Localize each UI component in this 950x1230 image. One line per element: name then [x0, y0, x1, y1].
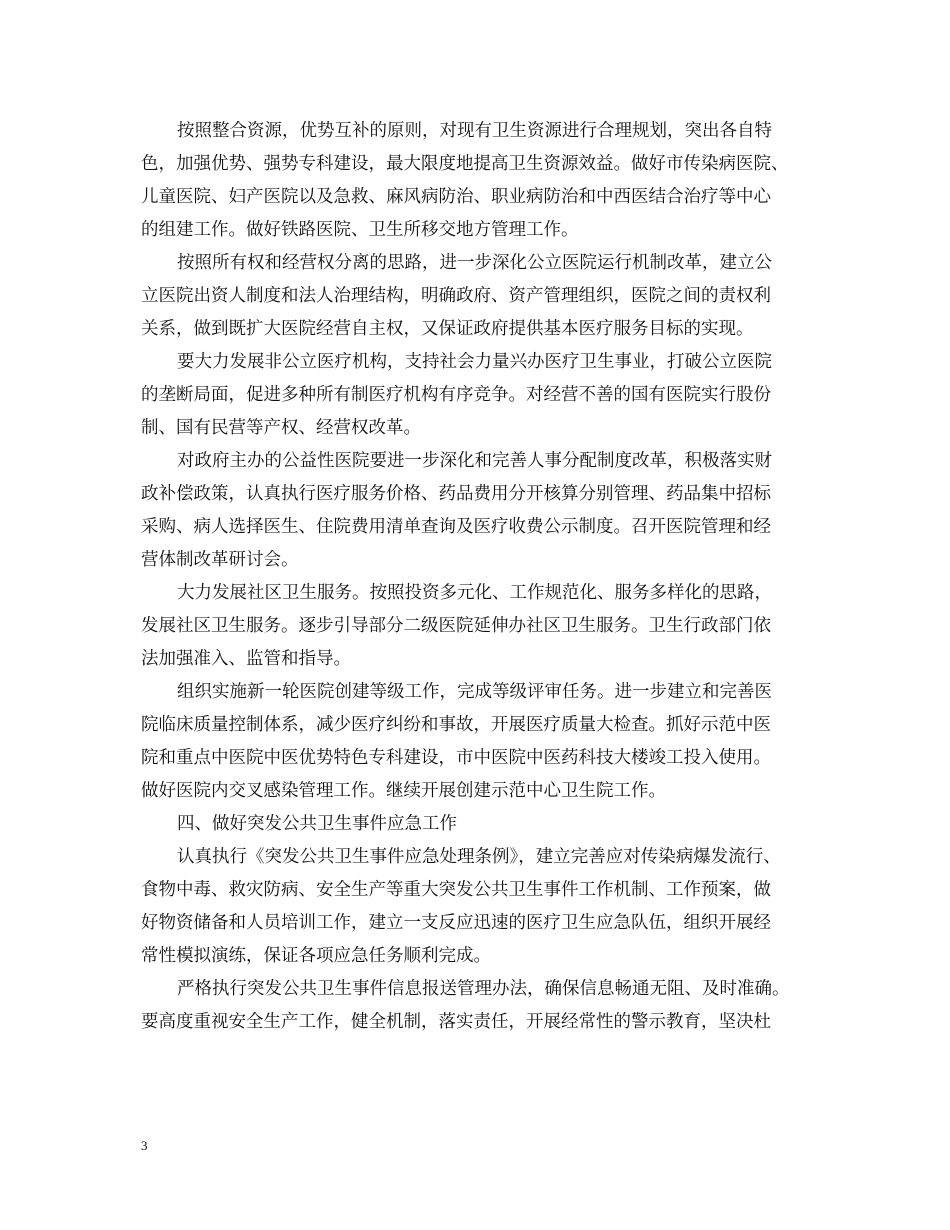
- text-line: 色，加强优势、强势专科建设，最大限度地提高卫生资源效益。做好市传染病医院、: [141, 154, 789, 174]
- paragraph: [141, 115, 813, 247]
- text-line: 按照所有权和经营权分离的思路，进一步深化公立医院运行机制改革，建立公: [177, 253, 772, 273]
- text-line: 儿童医院、妇产医院以及急救、麻风病防治、职业病防治和中西医结合治疗等中心: [141, 187, 771, 207]
- text-line: 组织实施新一轮医院创建等级工作，完成等级评审任务。进一步建立和完善医: [177, 682, 772, 702]
- page-number: 3: [141, 1138, 148, 1153]
- paragraph: [141, 676, 813, 808]
- paragraph: [141, 577, 813, 676]
- text-line: 发展社区卫生服务。逐步引导部分二级医院延伸办社区卫生服务。卫生行政部门依: [141, 616, 771, 636]
- text-line: 食物中毒、救灾防病、安全生产等重大突发公共卫生事件工作机制、工作预案，做: [141, 880, 771, 900]
- text-line: 大力发展社区卫生服务。按照投资多元化、工作规范化、服务多样化的思路，: [177, 583, 772, 603]
- text-line: 对政府主办的公益性医院要进一步深化和完善人事分配制度改革，积极落实财: [177, 451, 772, 471]
- text-line: 要大力发展非公立医疗机构，支持社会力量兴办医疗卫生事业，打破公立医院: [177, 352, 772, 372]
- paragraph: [141, 247, 813, 346]
- text-line: 四、做好突发公共卫生事件应急工作: [177, 814, 457, 834]
- paragraph: [141, 973, 813, 1039]
- text-line: 营体制改革研讨会。: [141, 550, 299, 570]
- text-line: 法加强准入、监管和指导。: [141, 649, 351, 669]
- paragraph: [141, 445, 813, 577]
- text-line: 的垄断局面，促进多种所有制医疗机构有序竞争。对经营不善的国有医院实行股份: [141, 385, 771, 405]
- text-line: 院和重点中医院中医优势特色专科建设，市中医院中医药科技大楼竣工投入使用。: [141, 748, 771, 768]
- text-line: 按照整合资源，优势互补的原则，对现有卫生资源进行合理规划，突出各自特: [177, 121, 772, 141]
- text-line: 采购、病人选择医生、住院费用清单查询及医疗收费公示制度。召开医院管理和经: [141, 517, 771, 537]
- paragraph: [141, 346, 813, 445]
- text-line: 政补偿政策，认真执行医疗服务价格、药品费用分开核算分别管理、药品集中招标: [141, 484, 771, 504]
- text-line: 要高度重视安全生产工作，健全机制，落实责任，开展经常性的警示教育，坚决杜: [141, 1012, 771, 1032]
- text-line: 院临床质量控制体系，减少医疗纠纷和事故，开展医疗质量大检查。抓好示范中医: [141, 715, 771, 735]
- text-line: 制、国有民营等产权、经营权改革。: [141, 418, 421, 438]
- text-line: 做好医院内交叉感染管理工作。继续开展创建示范中心卫生院工作。: [141, 781, 666, 801]
- paragraph: [141, 841, 813, 973]
- text-line: 的组建工作。做好铁路医院、卫生所移交地方管理工作。: [141, 220, 579, 240]
- text-line: 常性模拟演练，保证各项应急任务顺利完成。: [141, 946, 491, 966]
- text-line: 关系，做到既扩大医院经营自主权，又保证政府提供基本医疗服务目标的实现。: [141, 319, 754, 339]
- text-line: 认真执行《突发公共卫生事件应急处理条例》，建立完善应对传染病爆发流行、: [177, 847, 781, 867]
- section-heading: [141, 808, 813, 841]
- text-line: 立医院出资人制度和法人治理结构，明确政府、资产管理组织，医院之间的责权利: [141, 286, 771, 306]
- document-body: [141, 115, 813, 1039]
- text-line: 严格执行突发公共卫生事件信息报送管理办法，确保信息畅通无阻、及时准确。: [177, 979, 790, 999]
- text-line: 好物资储备和人员培训工作，建立一支反应迅速的医疗卫生应急队伍，组织开展经: [141, 913, 771, 933]
